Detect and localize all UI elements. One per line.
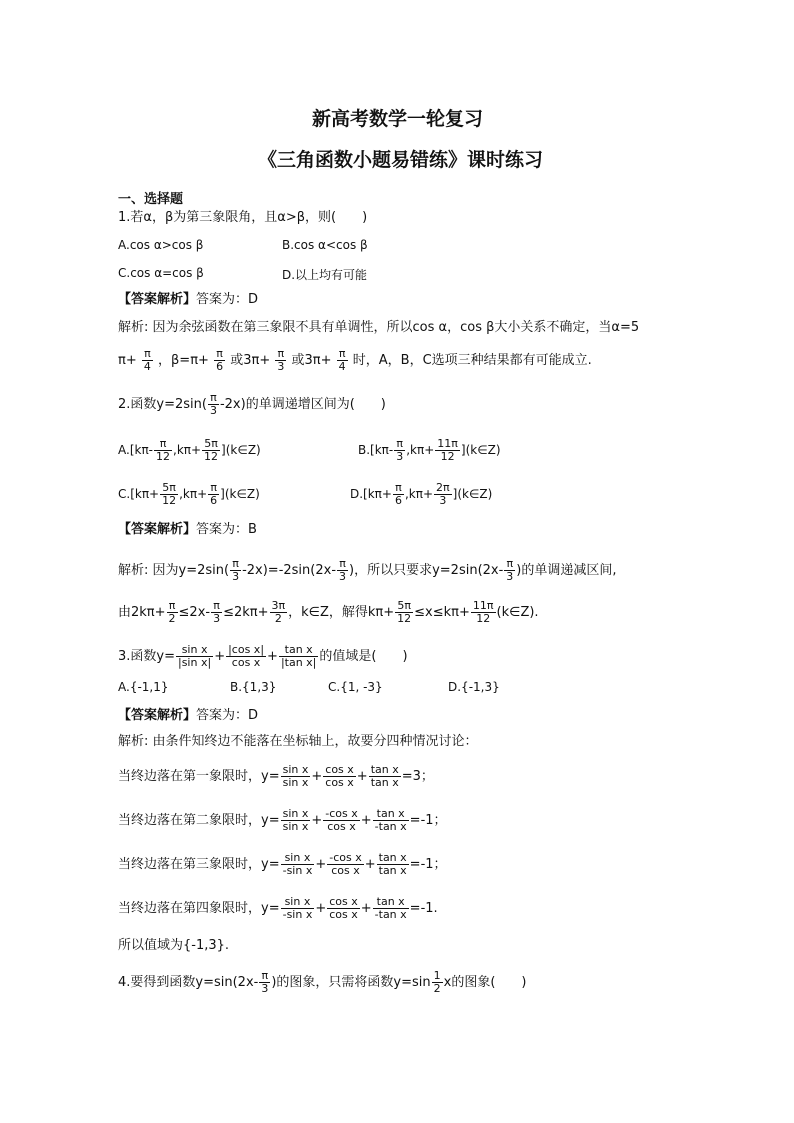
- text: C.[kπ+: [118, 487, 160, 501]
- text: -2x)的单调递增区间为( ): [219, 397, 386, 412]
- fraction: [337, 558, 348, 583]
- denominator: -tan x: [374, 820, 407, 833]
- fraction: [160, 482, 178, 507]
- denominator: 6: [216, 360, 224, 373]
- q1-explanation-2: [118, 348, 592, 373]
- numerator: π: [337, 558, 348, 571]
- denominator: 12: [440, 450, 455, 463]
- q2-option-d: [350, 482, 492, 507]
- numerator: tan x: [373, 808, 409, 821]
- fraction: [167, 600, 178, 625]
- text: ，β=π+: [158, 353, 209, 368]
- denominator: 6: [210, 494, 218, 507]
- fraction: [230, 558, 241, 583]
- answer-text: 答案为：B: [196, 522, 257, 537]
- text: ,kπ+: [404, 487, 434, 501]
- fraction: [214, 348, 225, 373]
- text: B.[kπ-: [358, 443, 394, 457]
- numerator: π: [393, 482, 404, 495]
- denominator: -sin x: [282, 908, 313, 921]
- fraction: [395, 600, 413, 625]
- numerator: 1: [433, 969, 441, 982]
- text: 3.函数y=: [118, 649, 175, 664]
- text: 当终边落在第四象限时，y=: [118, 901, 280, 916]
- numerator: π: [337, 348, 348, 361]
- numerator: 5π: [202, 438, 220, 451]
- numerator: π: [214, 348, 225, 361]
- q3-option-c: C.{1, -3}: [328, 680, 383, 694]
- fraction: [154, 438, 172, 463]
- text: =-1；: [409, 857, 447, 872]
- fraction: [281, 808, 311, 833]
- numerator: π: [275, 348, 286, 361]
- fraction: [211, 600, 222, 625]
- fraction: [208, 482, 219, 507]
- text: ,kπ+: [179, 487, 208, 501]
- text: =-1.: [409, 901, 438, 916]
- denominator: 12: [204, 450, 219, 463]
- answer-text: 答案为：D: [196, 708, 259, 723]
- numerator: sin x: [281, 852, 315, 865]
- denominator: cos x: [325, 776, 354, 789]
- fraction: [434, 482, 452, 507]
- numerator: 2π: [436, 481, 450, 494]
- text: 2.函数y=2sin(: [118, 397, 207, 412]
- q3-option-d: D.{-1,3}: [448, 680, 500, 694]
- fraction: [202, 438, 220, 463]
- q3-conclusion: 所以值域为{-1,3}.: [118, 938, 230, 953]
- text: A.[kπ-: [118, 443, 153, 457]
- fraction: [323, 808, 359, 833]
- numerator: 5π: [395, 600, 413, 613]
- text: ≤x≤kπ+: [414, 605, 470, 620]
- q3-option-a: A.{-1,1}: [118, 680, 169, 694]
- denominator: sin x: [282, 820, 309, 833]
- fraction: [142, 348, 153, 373]
- text: 当终边落在第一象限时，y=: [118, 769, 280, 784]
- q1-option-d: D.以上均有可能: [282, 268, 368, 282]
- numerator: 3π: [271, 599, 286, 612]
- fraction: [504, 558, 515, 583]
- q3-explanation-1: 解析: 由条件知终边不能落在坐标轴上，故要分四种情况讨论：: [118, 734, 478, 749]
- answer-label: 【答案解析】: [118, 522, 197, 537]
- text: )的图象，只需将函数y=sin: [271, 975, 431, 990]
- numerator: π: [142, 348, 153, 361]
- fraction: [435, 438, 460, 463]
- numerator: π: [504, 558, 515, 571]
- fraction: [393, 482, 404, 507]
- numerator: π: [230, 558, 241, 571]
- text: ](k∈Z): [221, 443, 261, 457]
- q1-option-b: B.cos α<cos β: [282, 238, 368, 252]
- numerator: |cos x|: [228, 643, 265, 656]
- numerator: sin x: [282, 807, 309, 820]
- numerator: π: [208, 482, 219, 495]
- title-line-2: 《三角函数小题易错练》课时练习: [258, 149, 544, 171]
- answer-label: 【答案解析】: [118, 292, 197, 307]
- text: ,kπ+: [406, 443, 435, 457]
- fraction: [275, 348, 286, 373]
- text: ](k∈Z): [452, 487, 493, 501]
- text: x的图象( ): [443, 975, 527, 990]
- numerator: sin x: [176, 644, 213, 657]
- fraction: [377, 852, 409, 877]
- denominator: cos x: [231, 656, 261, 669]
- numerator: 11π: [437, 437, 458, 450]
- numerator: 5π: [160, 482, 178, 495]
- text: D.[kπ+: [350, 487, 392, 501]
- text: ,kπ+: [173, 443, 202, 457]
- denominator: cos x: [329, 908, 358, 921]
- fraction: [327, 896, 360, 921]
- fraction: [432, 970, 443, 995]
- q1-answer: [118, 292, 258, 308]
- numerator: tan x: [378, 851, 407, 864]
- fraction: [337, 348, 348, 373]
- text: 解析: 因为y=2sin(: [118, 563, 230, 578]
- q4-stem: [118, 970, 526, 995]
- q2-explanation-1: [118, 558, 617, 583]
- text: π+: [118, 353, 137, 368]
- denominator: 2: [168, 612, 176, 625]
- fraction: [281, 764, 311, 789]
- numerator: π: [259, 970, 270, 983]
- text: =-1；: [409, 813, 447, 828]
- q2-option-c: [118, 482, 260, 507]
- denominator: 12: [156, 450, 170, 463]
- denominator: 4: [338, 360, 346, 373]
- q2-option-a: [118, 438, 261, 463]
- numerator: sin x: [281, 896, 315, 909]
- answer-text: 答案为：D: [196, 292, 259, 307]
- text: )，所以只要求y=2sin(2x-: [349, 563, 504, 578]
- section-heading: 一、选择题: [118, 192, 184, 207]
- fraction: [176, 644, 213, 669]
- q3-case-3: 当终边落在第三象限时，y= $\frac{\text{sin x}}{\text{-sin x}}$ + $\frac{\text{-cos x}}{\text{cos x}}$ + $\frac{\text{tan x}}{\text{tan x}}$ =-1；: [118, 851, 447, 877]
- fraction: [270, 600, 288, 625]
- fraction: [323, 764, 356, 789]
- text: ≤2kπ+: [223, 605, 269, 620]
- fraction: [394, 438, 405, 463]
- denominator: 4: [143, 360, 151, 373]
- fraction: [471, 600, 496, 625]
- denominator: 2: [433, 982, 441, 995]
- text: 由2kπ+: [118, 605, 166, 620]
- text: )的单调递减区间,: [516, 563, 617, 578]
- q2-option-b: [358, 438, 501, 463]
- fraction: [373, 896, 409, 921]
- numerator: tan x: [370, 763, 399, 776]
- denominator: |tan x|: [280, 656, 317, 669]
- denominator: -tan x: [374, 908, 407, 921]
- text: ≤2x-: [178, 605, 211, 620]
- denominator: tan x: [370, 776, 399, 789]
- fraction: [226, 644, 266, 669]
- denominator: 3: [506, 570, 514, 583]
- title-line-1: 新高考数学一轮复习: [312, 108, 484, 130]
- denominator: cos x: [331, 864, 360, 877]
- text: ](k∈Z): [460, 443, 501, 457]
- denominator: 6: [394, 494, 402, 507]
- denominator: 12: [397, 612, 412, 625]
- numerator: π: [211, 600, 222, 613]
- numerator: tan x: [373, 896, 409, 909]
- fraction: [259, 970, 270, 995]
- text: 4.要得到函数y=sin(2x-: [118, 975, 259, 990]
- denominator: 12: [162, 494, 177, 507]
- denominator: 12: [476, 612, 491, 625]
- text: 或3π+: [291, 353, 332, 368]
- fraction: [281, 852, 315, 877]
- denominator: 3: [339, 570, 347, 583]
- numerator: cos x: [325, 763, 354, 776]
- q3-stem: 3.函数y= $\frac{\text{sin x}}{\text{|sin x|}}$ + $\frac{\text{|cos x|}}{\text{cos x}}$ + $\frac{\text{tan x}}{\text{|tan x|}}$ 的值域是( ): [118, 643, 408, 669]
- denominator: 3: [277, 360, 285, 373]
- text: 或3π+: [230, 353, 271, 368]
- q3-case-1: 当终边落在第一象限时，y= $\frac{\text{sin x}}{\text{sin x}}$ + $\frac{\text{cos x}}{\text{cos x}}$ + $\frac{\text{tan x}}{\text{tan x}}$ =3；: [118, 763, 434, 789]
- denominator: sin x: [282, 776, 309, 789]
- q3-case-4: 当终边落在第四象限时，y= $\frac{\text{sin x}}{\text{-sin x}}$ + $\frac{\text{cos x}}{\text{cos x}}$ + $\frac{\text{tan x}}{\text{-tan x}}$ =-1.: [118, 895, 438, 921]
- denominator: 3: [209, 404, 217, 417]
- text: ，k∈Z，解得kπ+: [288, 605, 395, 620]
- text: 时，A，B，C选项三种结果都有可能成立.: [352, 353, 592, 368]
- text: ](k∈Z): [220, 487, 260, 501]
- text: 的值域是( ): [319, 649, 408, 664]
- fraction: [369, 764, 401, 789]
- text: -2x)=-2sin(2x-: [242, 563, 337, 578]
- text: 当终边落在第三象限时，y=: [118, 857, 280, 872]
- denominator: -sin x: [282, 864, 313, 877]
- numerator: π: [208, 392, 219, 405]
- fraction: [281, 896, 315, 921]
- denominator: 3: [439, 494, 447, 507]
- q1-option-c: C.cos α=cos β: [118, 266, 204, 280]
- denominator: cos x: [327, 820, 356, 833]
- denominator: |sin x|: [178, 656, 212, 669]
- q3-answer: [118, 708, 258, 724]
- q1-explanation-1: 解析: 因为余弦函数在第三象限不具有单调性，所以cos α，cos β大小关系不确定，当α=5: [118, 320, 640, 335]
- denominator: tan x: [378, 864, 407, 877]
- q2-explanation-2: [118, 600, 539, 625]
- numerator: -cos x: [329, 851, 362, 864]
- numerator: cos x: [329, 895, 358, 908]
- q1-option-a: A.cos α>cos β: [118, 238, 204, 252]
- answer-label: 【答案解析】: [118, 708, 197, 723]
- q1-stem: 1.若α，β为第三象限角，且α>β，则( ): [118, 210, 368, 225]
- numerator: 11π: [472, 599, 494, 612]
- fraction: [327, 852, 363, 877]
- denominator: 2: [274, 612, 282, 625]
- denominator: 3: [213, 612, 221, 625]
- fraction: [373, 808, 409, 833]
- q2-answer: [118, 522, 257, 538]
- numerator: tan x: [279, 644, 318, 657]
- q3-option-b: B.{1,3}: [230, 680, 277, 694]
- q2-stem: [118, 392, 386, 417]
- denominator: 3: [232, 570, 240, 583]
- q3-case-2: 当终边落在第二象限时，y= $\frac{\text{sin x}}{\text{sin x}}$ + $\frac{\text{-cos x}}{\text{cos x}}$ + $\frac{\text{tan x}}{\text{-tan x}}$ =-1；: [118, 807, 447, 833]
- fraction: [279, 644, 318, 669]
- numerator: π: [154, 438, 172, 451]
- numerator: π: [394, 438, 405, 451]
- fraction: [208, 392, 219, 417]
- numerator: sin x: [282, 763, 309, 776]
- denominator: 3: [396, 450, 404, 463]
- numerator: -cos x: [325, 807, 358, 820]
- denominator: 3: [261, 982, 269, 995]
- text: (k∈Z).: [496, 605, 539, 620]
- text: 当终边落在第二象限时，y=: [118, 813, 280, 828]
- text: =3；: [401, 769, 434, 784]
- numerator: π: [167, 600, 178, 613]
